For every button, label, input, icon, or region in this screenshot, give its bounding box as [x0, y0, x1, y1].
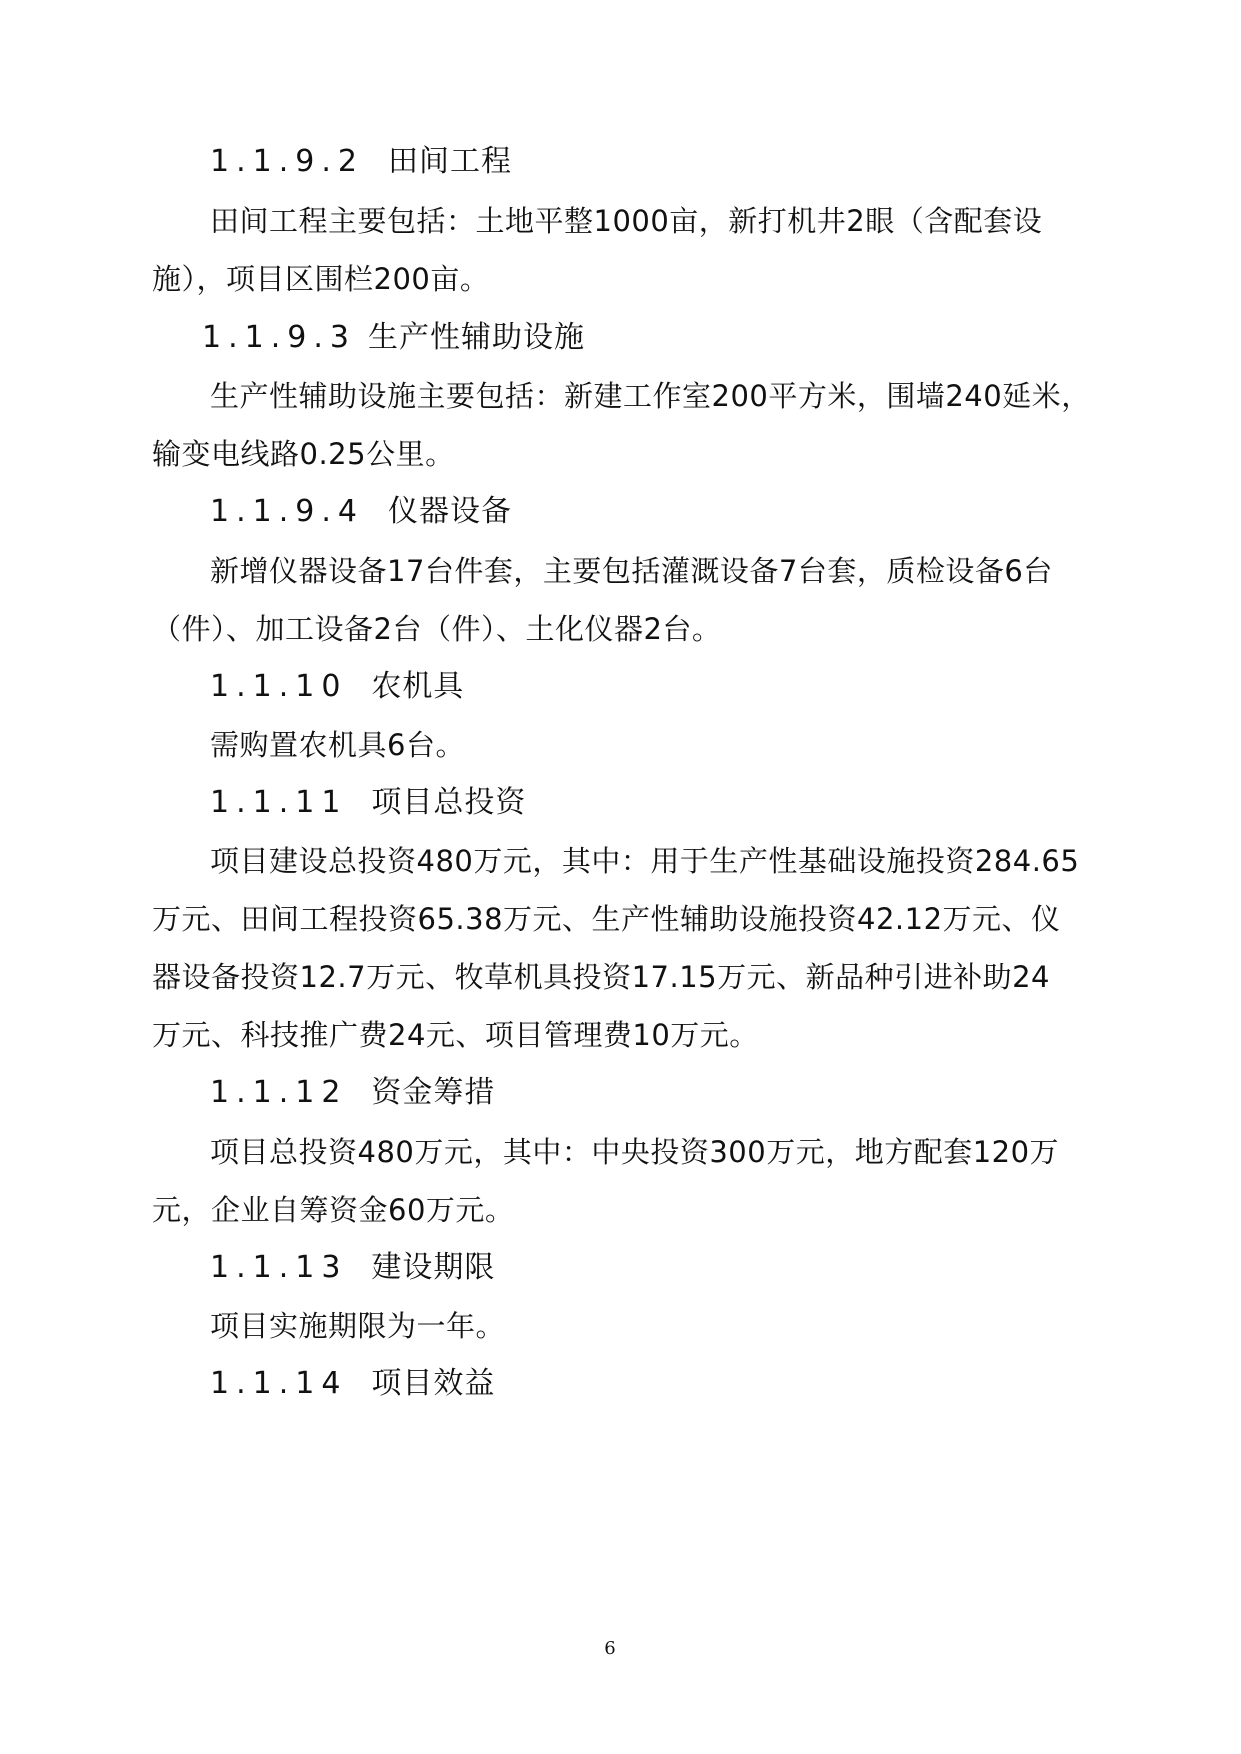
page-number: 6: [604, 1638, 616, 1659]
section-title: 仪器设备: [387, 494, 512, 529]
paragraph-line: 新增仪器设备17台件套，主要包括灌溉设备7台套，质检设备6台: [210, 554, 1053, 588]
paragraph-line: 元，企业自筹资金60万元。: [152, 1193, 515, 1227]
section-title: 田间工程: [387, 144, 512, 179]
section-number: 1.1.9.3: [202, 320, 356, 355]
section-title: 项目效益: [371, 1366, 496, 1401]
section-heading-1-1-13: [210, 1248, 1072, 1288]
section-number: 1.1.14: [210, 1366, 348, 1401]
section-heading-1-1-9-4: [210, 492, 1072, 532]
paragraph-line: 器设备投资12.7万元、牧草机具投资17.15万元、新品种引进补助24: [152, 960, 1050, 994]
section-title: 项目总投资: [371, 785, 527, 820]
section-title: 资金筹措: [371, 1075, 496, 1110]
paragraph-line: 田间工程主要包括：土地平整1000亩，新打机井2眼（含配套设: [210, 204, 1043, 238]
section-number: 1.1.12: [210, 1075, 348, 1110]
paragraph-line: 万元、科技推广费24元、项目管理费10万元。: [152, 1018, 759, 1052]
paragraph-line: 生产性辅助设施主要包括：新建工作室200平方米，围墙240延米，: [210, 379, 1091, 413]
paragraph-line: （件）、加工设备2台（件）、土化仪器2台。: [152, 612, 722, 646]
paragraph-line: 需购置农机具6台。: [210, 728, 465, 762]
section-title: 生产性辅助设施: [367, 320, 585, 355]
section-title: 建设期限: [371, 1250, 496, 1285]
section-heading-1-1-11: [210, 783, 1072, 823]
paragraph-line: 项目总投资480万元，其中：中央投资300万元，地方配套120万: [210, 1135, 1060, 1169]
section-number: 1.1.13: [210, 1250, 348, 1285]
section-number: 1.1.9.4: [210, 494, 364, 529]
paragraph-line: 项目实施期限为一年。: [210, 1309, 506, 1343]
section-heading-1-1-10: [210, 667, 1072, 707]
section-heading-1-1-9-3: [202, 318, 1064, 358]
section-number: 1.1.10: [210, 669, 348, 704]
section-heading-1-1-9-2: [210, 142, 1072, 182]
section-heading-1-1-14: [210, 1364, 1072, 1404]
section-number: 1.1.9.2: [210, 144, 364, 179]
paragraph-line: 施），项目区围栏200亩。: [152, 262, 490, 296]
paragraph-line: 项目建设总投资480万元，其中：用于生产性基础设施投资284.65: [210, 844, 1080, 878]
section-title: 农机具: [371, 669, 465, 704]
section-number: 1.1.11: [210, 785, 348, 820]
section-heading-1-1-12: [210, 1073, 1072, 1113]
paragraph-line: 输变电线路0.25公里。: [152, 437, 455, 471]
paragraph-line: 万元、田间工程投资65.38万元、生产性辅助设施投资42.12万元、仪: [152, 902, 1061, 936]
